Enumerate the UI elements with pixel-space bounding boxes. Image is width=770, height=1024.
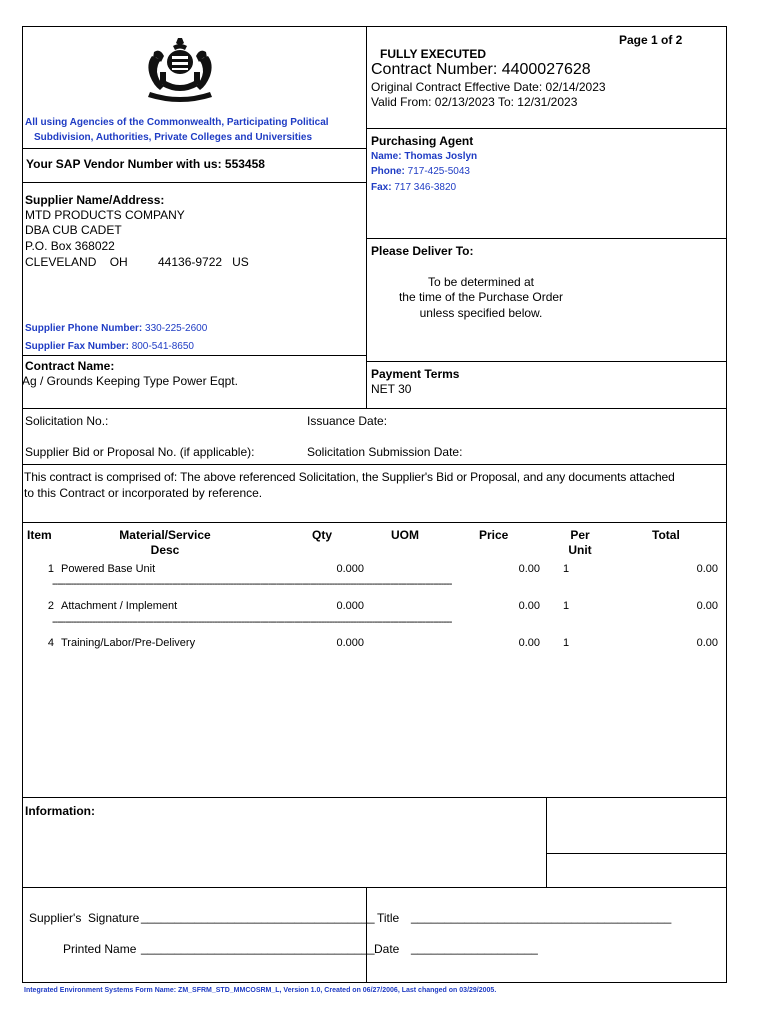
agent-fax xyxy=(371,182,456,193)
row-item: 4 xyxy=(47,637,54,649)
bid-proposal-label: Supplier Bid or Proposal No. (if applicable): xyxy=(25,445,255,459)
row-price: 0.00 xyxy=(518,600,540,612)
supplier-phone xyxy=(25,323,207,334)
row-total: 0.00 xyxy=(696,600,718,612)
row-qty: 0.000 xyxy=(336,563,364,575)
agent-fax-label: Fax: xyxy=(371,182,392,193)
supplier-fax-value: 800-541-8650 xyxy=(131,341,194,352)
supplier-phone-label: Supplier Phone Number: xyxy=(25,323,143,334)
agent-fax-value: 717 346-3820 xyxy=(394,182,457,193)
sap-vendor-number: Your SAP Vendor Number with us: 553458 xyxy=(26,157,265,171)
form-footer: Integrated Environment Systems Form Name: ZM_SFRM_STD_MMCOSRM_L, Version 1.0, Created on 06/27/2006, Last changed on 03/29/2005. xyxy=(24,987,497,994)
solicitation-number-label: Solicitation No.: xyxy=(25,414,109,428)
row-desc: Powered Base Unit xyxy=(61,563,156,575)
deliver-line-2: the time of the Purchase Order xyxy=(398,290,564,304)
supplier-name: MTD PRODUCTS COMPANY xyxy=(25,208,185,222)
deliver-heading: Please Deliver To: xyxy=(371,244,474,258)
supplier-phone-value: 330-225-2600 xyxy=(145,323,208,334)
row-total: 0.00 xyxy=(696,637,718,649)
col-item: Item xyxy=(27,528,52,542)
col-price: Price xyxy=(479,528,509,542)
col-uom: UOM xyxy=(391,528,419,542)
comprised-line-1: This contract is comprised of: The above referenced Solicitation, the Supplier's Bid or Proposal, and any documents attached xyxy=(24,470,675,484)
agent-name: Name: Thomas Joslyn xyxy=(371,151,478,162)
row-separator: ------------------------------------------------------------------------------------------------------------------------------------------------------ xyxy=(52,616,452,628)
deliver-line-3: unless specified below. xyxy=(419,306,543,320)
supplier-signature-label: Supplier's Signature xyxy=(29,911,140,925)
row-item: 2 xyxy=(47,600,54,612)
title-label: Title xyxy=(377,911,400,925)
col-desc-2: Desc xyxy=(150,543,180,557)
submission-date-label: Solicitation Submission Date: xyxy=(307,445,463,459)
col-qty: Qty xyxy=(312,528,333,542)
contract-number: Contract Number: 4400027628 xyxy=(371,61,591,78)
effective-date: Original Contract Effective Date: 02/14/2023 xyxy=(371,80,606,94)
valid-dates: Valid From: 02/13/2023 To: 12/31/2023 xyxy=(371,95,578,109)
date-label: Date xyxy=(374,942,400,956)
agencies-line-1: All using Agencies of the Commonwealth, Participating Political xyxy=(25,117,329,128)
supplier-dba: DBA CUB CADET xyxy=(25,223,122,237)
agent-phone-value: 717-425-5043 xyxy=(407,166,470,177)
supplier-fax xyxy=(25,341,194,352)
row-price: 0.00 xyxy=(518,563,540,575)
page-number: Page 1 of 2 xyxy=(619,33,683,47)
row-price: 0.00 xyxy=(518,637,540,649)
status-label: FULLY EXECUTED xyxy=(380,47,487,61)
payment-terms: NET 30 xyxy=(371,382,412,396)
title-line[interactable]: _______________________________________ xyxy=(411,910,672,924)
row-qty: 0.000 xyxy=(336,600,364,612)
agent-heading: Purchasing Agent xyxy=(371,134,474,148)
row-per: 1 xyxy=(563,600,570,612)
agent-phone xyxy=(371,166,470,177)
payment-terms-heading: Payment Terms xyxy=(371,367,460,381)
row-desc: Attachment / Implement xyxy=(61,600,178,612)
printed-name-line[interactable]: ___________________________________ xyxy=(141,941,375,955)
supplier-zip-country: 44136-9722 US xyxy=(158,255,249,269)
col-per-2: Unit xyxy=(568,543,592,557)
agent-phone-label: Phone: xyxy=(371,166,405,177)
row-per: 1 xyxy=(563,637,570,649)
information-heading: Information: xyxy=(25,804,95,818)
row-qty: 0.000 xyxy=(336,637,364,649)
issuance-date-label: Issuance Date: xyxy=(307,414,388,428)
row-separator: ------------------------------------------------------------------------------------------------------------------------------------------------------ xyxy=(52,578,452,590)
row-total: 0.00 xyxy=(696,563,718,575)
row-desc: Training/Labor/Pre-Delivery xyxy=(61,637,196,649)
row-item: 1 xyxy=(47,563,54,575)
col-total: Total xyxy=(652,528,680,542)
col-per-1: Per xyxy=(570,528,590,542)
row-per: 1 xyxy=(563,563,570,575)
printed-name-label: Printed Name xyxy=(63,942,137,956)
supplier-po-box: P.O. Box 368022 xyxy=(25,239,115,253)
contract-name: Ag / Grounds Keeping Type Power Eqpt. xyxy=(22,374,238,388)
commonwealth-seal-icon xyxy=(140,36,220,102)
supplier-heading: Supplier Name/Address: xyxy=(25,193,165,207)
contract-name-heading: Contract Name: xyxy=(25,359,115,373)
supplier-city-state: CLEVELAND OH xyxy=(25,255,128,269)
supplier-signature-line[interactable]: ___________________________________ xyxy=(141,910,375,924)
date-line[interactable]: ___________________ xyxy=(411,941,538,955)
comprised-line-2: to this Contract or incorporated by reference. xyxy=(24,486,263,500)
col-desc-1: Material/Service xyxy=(119,528,211,542)
agencies-line-2: Subdivision, Authorities, Private Colleges and Universities xyxy=(34,132,313,143)
supplier-fax-label: Supplier Fax Number: xyxy=(25,341,129,352)
deliver-line-1: To be determined at xyxy=(427,275,535,289)
